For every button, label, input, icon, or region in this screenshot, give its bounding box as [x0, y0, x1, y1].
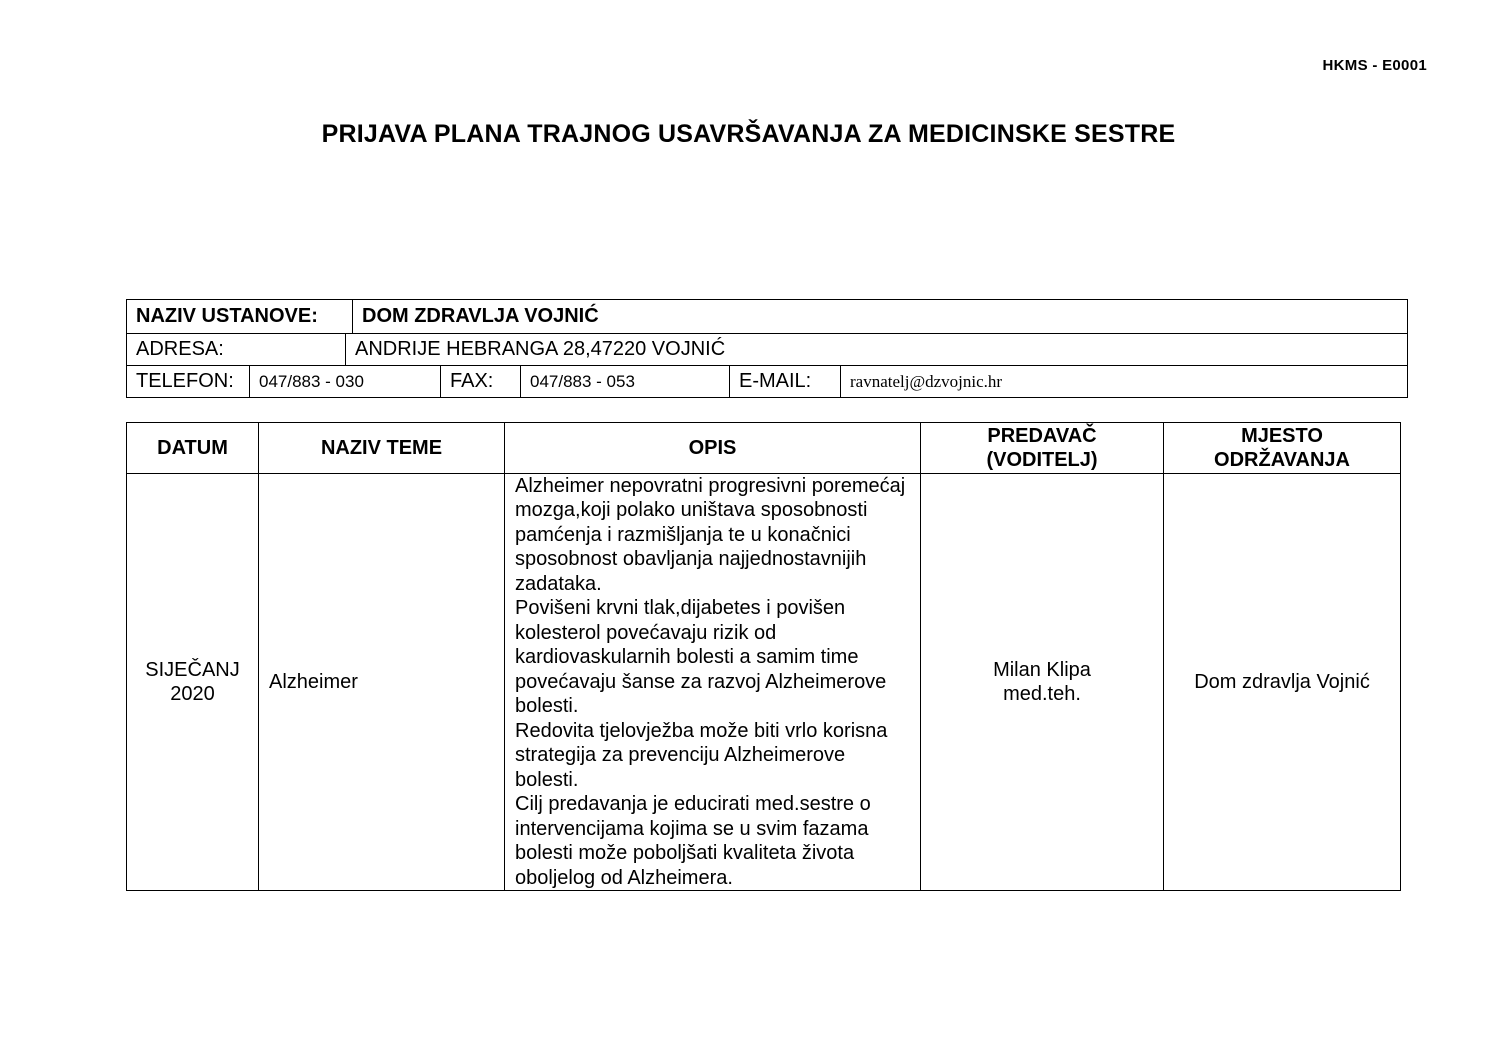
phone-label: TELEFON:	[136, 370, 234, 392]
opis-paragraph: Alzheimer nepovratni progresivni poremećaj mozga,koji polako uništava sposobnosti pamćenja i razmišljanja te u konačnici sposobnost obavljanja najjednostavnijih zadataka.	[515, 474, 906, 595]
fax-label: FAX:	[450, 370, 494, 392]
header-datum: DATUM	[157, 437, 228, 459]
header-mjesto-line2: ODRŽAVANJA	[1214, 449, 1350, 471]
datum-year: 2020	[170, 683, 215, 705]
table-row	[127, 474, 1400, 890]
address-row	[127, 334, 1407, 366]
opis-paragraph: Cilj predavanja je educirati med.sestre o intervencijama kojima se u svim fazama bolesti može poboljšati kvaliteta života oboljelog od Alzheimera.	[515, 793, 871, 889]
cell-mjesto: Dom zdravlja Vojnić	[1194, 670, 1370, 693]
phone-value: 047/883 - 030	[259, 371, 364, 391]
header-opis: OPIS	[688, 437, 737, 459]
header-predavac-line1: PREDAVAČ	[987, 425, 1097, 447]
contact-row	[127, 366, 1407, 397]
opis-paragraph: Redovita tjelovježba može biti vrlo korisna strategija za prevenciju Alzheimerove bolesti.	[515, 719, 888, 791]
institution-name-value: DOM ZDRAVLJA VOJNIĆ	[362, 305, 599, 327]
page-title: PRIJAVA PLANA TRAJNOG USAVRŠAVANJA ZA MEDICINSKE SESTRE	[321, 120, 1176, 148]
opis-paragraph: Povišeni krvni tlak,dijabetes i povišen kolesterol povećavaju rizik od kardiovaskularnih bolesti a samim time povećavaju šanse za razvoj Alzheimerove bolesti.	[515, 597, 887, 718]
form-code: HKMS - E0001	[1322, 57, 1427, 74]
cell-naziv-teme: Alzheimer	[269, 670, 358, 693]
predavac-name: Milan Klipa	[993, 658, 1091, 681]
table-header-row	[127, 423, 1400, 474]
cell-datum	[127, 474, 258, 890]
predavac-title: med.teh.	[1003, 683, 1081, 705]
fax-value: 047/883 - 053	[530, 371, 635, 391]
address-label: ADRESA:	[136, 338, 224, 360]
header-mjesto-line1: MJESTO	[1241, 425, 1323, 447]
header-mjesto	[1164, 423, 1400, 473]
email-value: ravnatelj@dzvojnic.hr	[850, 371, 1003, 391]
header-predavac	[921, 423, 1163, 473]
header-naziv-teme: NAZIV TEME	[320, 437, 443, 459]
institution-info-table	[126, 299, 1408, 398]
training-plan-table	[126, 422, 1401, 891]
cell-opis	[505, 474, 920, 890]
email-label: E-MAIL:	[739, 370, 812, 392]
address-value: ANDRIJE HEBRANGA 28,47220 VOJNIĆ	[355, 338, 726, 360]
cell-predavac	[921, 474, 1163, 890]
header-predavac-line2: (VODITELJ)	[986, 449, 1098, 471]
institution-name-label: NAZIV USTANOVE:	[136, 305, 318, 327]
institution-name-row	[127, 300, 1407, 334]
datum-month: SIJEČANJ	[145, 658, 240, 681]
